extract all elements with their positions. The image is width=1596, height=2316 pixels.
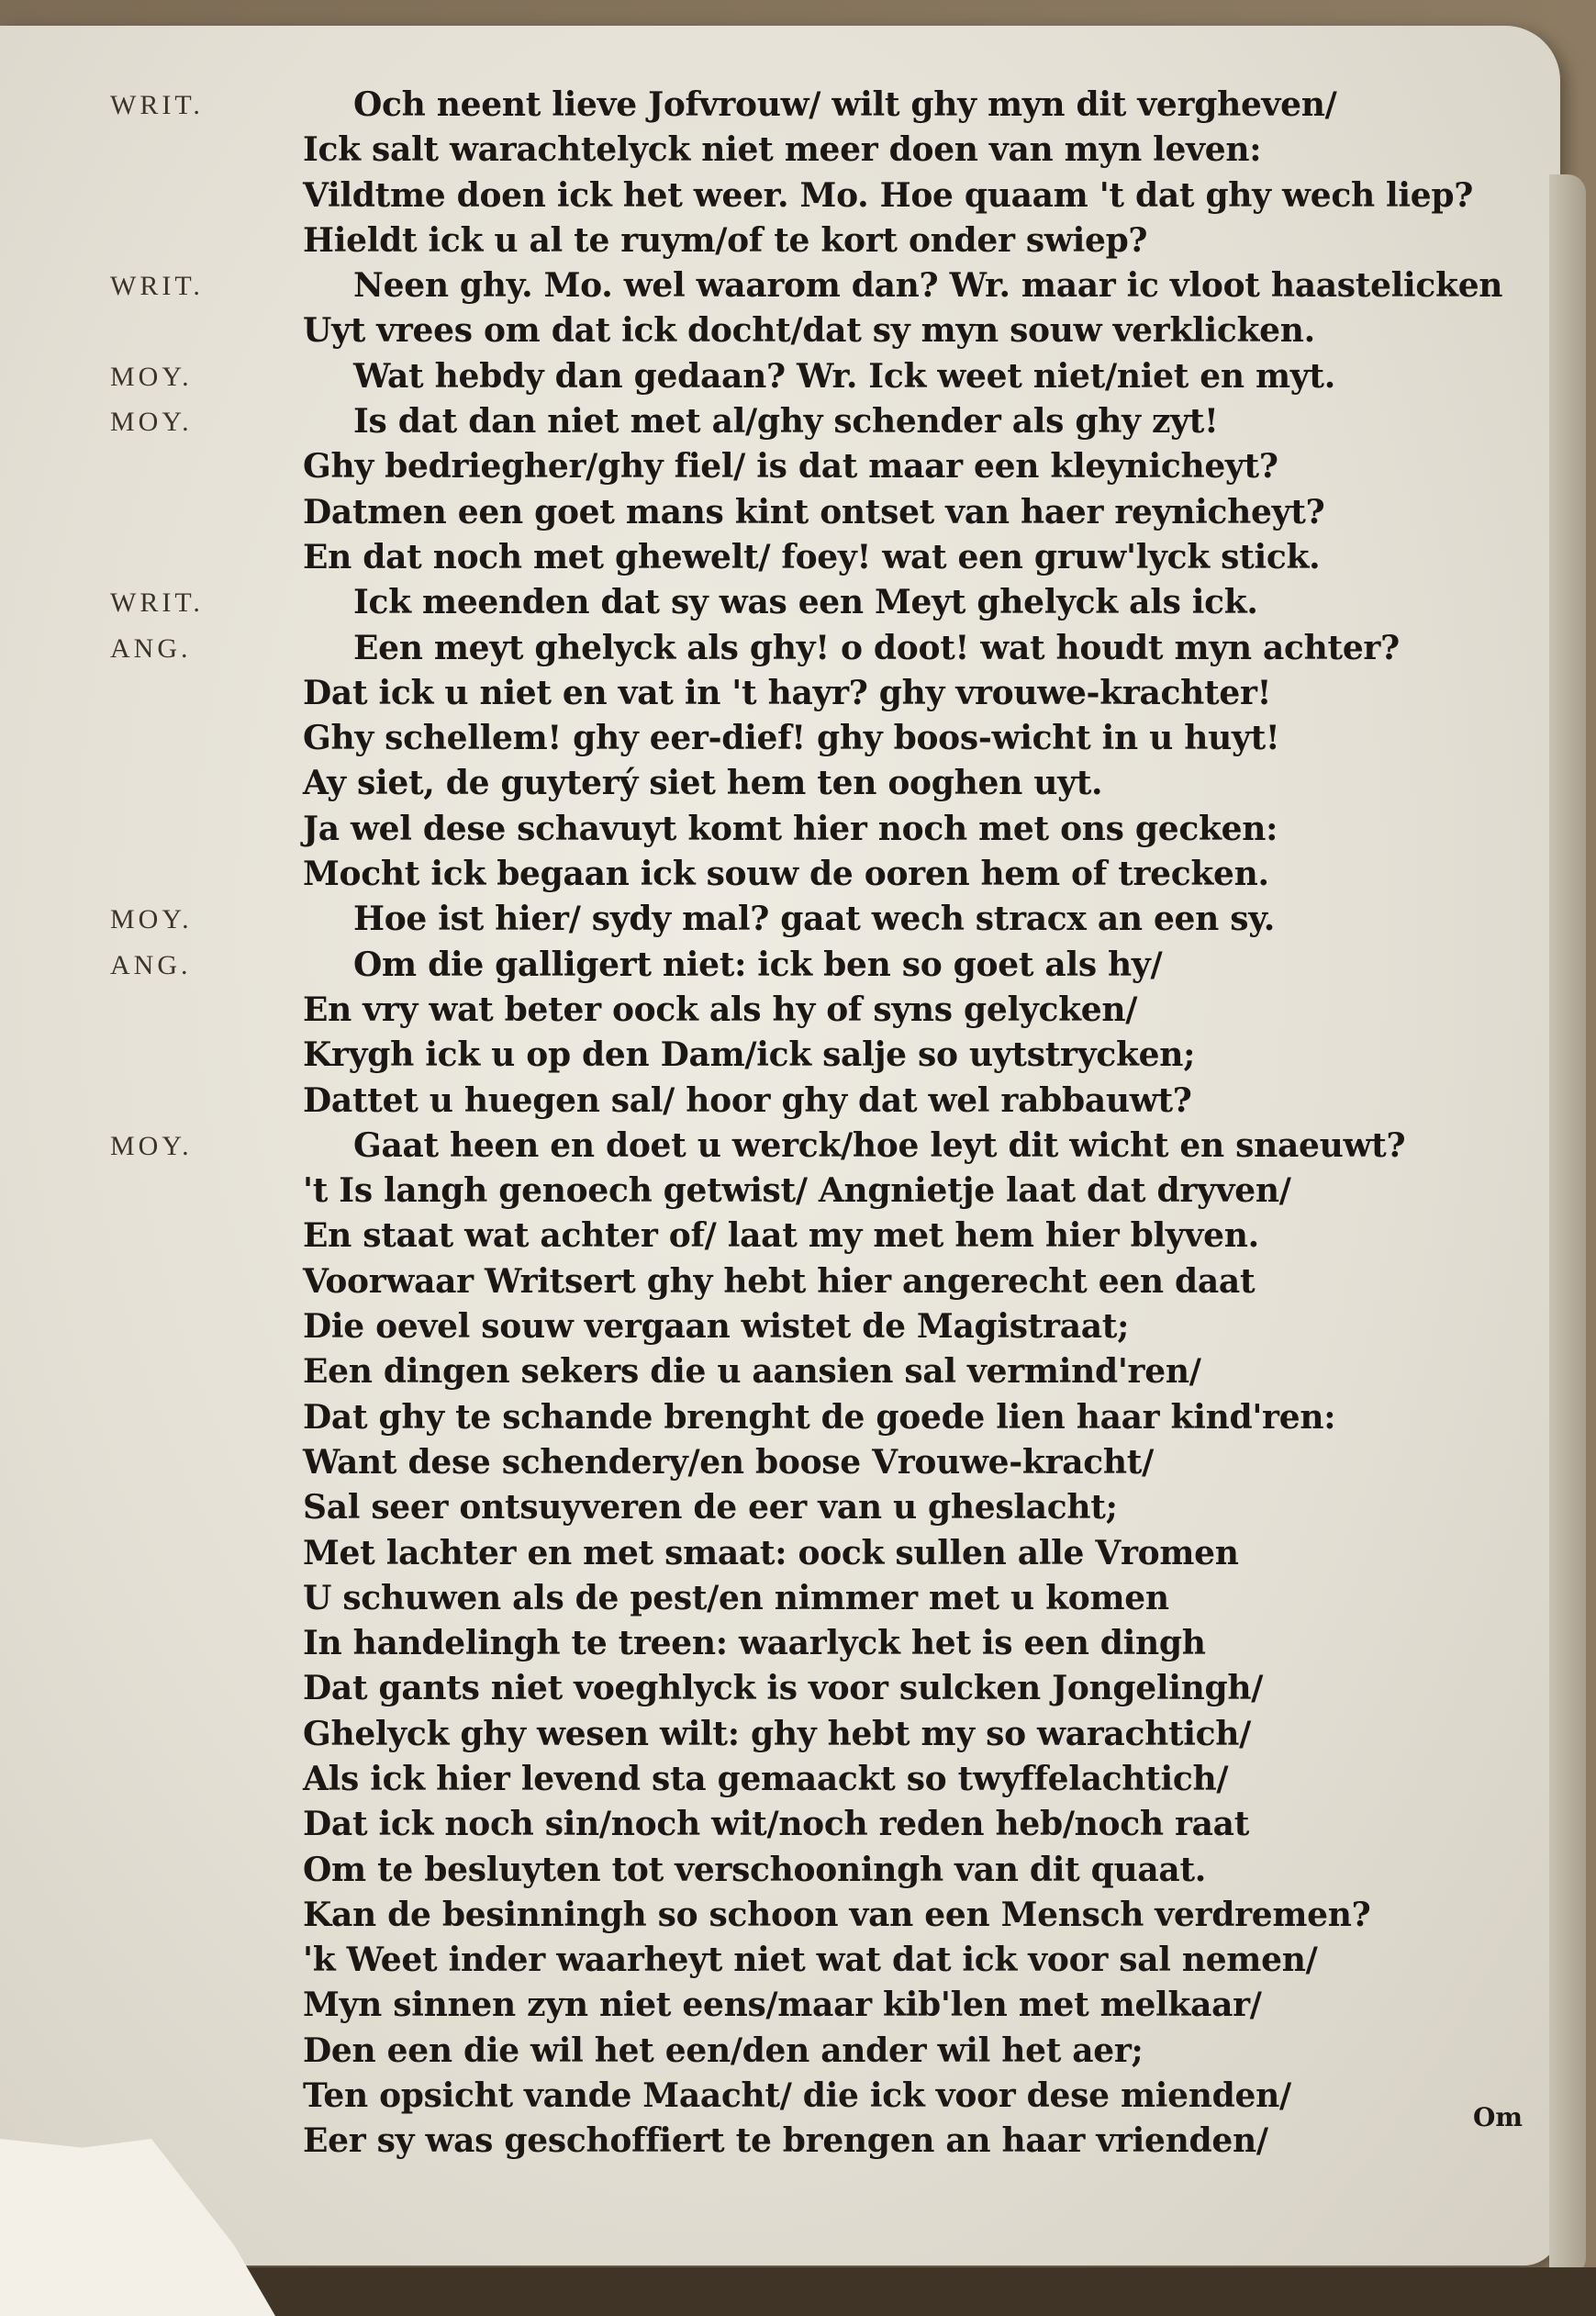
verse-text: Ghy bedriegher/ghy fiel/ is dat maar een kleynicheyt? [303,447,1278,487]
play-text [110,83,1542,2165]
verse-text: Als ick hier levend sta gemaackt so twyffelachtich/ [303,1759,1229,1798]
verse-line [110,2119,1542,2164]
verse-text: Ick meenden dat sy was een Meyt ghelyck als ick. [353,583,1258,622]
verse-text: Myn sinnen zyn niet eens/maar kib'len met melkaar/ [303,1986,1262,2025]
speaker-label: WRIT. [110,587,204,619]
verse-line [110,399,1542,444]
verse-line [110,1304,1542,1349]
speaker-label: WRIT. [110,90,204,120]
verse-line [110,1079,1542,1124]
verse-text: Die oevel souw vergaan wistet de Magistraat; [303,1307,1130,1347]
verse-text: Ten opsicht vande Maacht/ die ick voor dese mienden/ [303,2076,1291,2116]
verse-line [110,1033,1542,1078]
verse-text: Ghelyck ghy wesen wilt: ghy hebt my so warachtich/ [303,1714,1251,1753]
verse-line [110,354,1542,399]
speaker-label: MOY. [110,1130,193,1161]
verse-line [110,626,1542,671]
verse-text: Wat hebdy dan gedaan? Wr. Ick weet niet/niet en myt. [353,356,1335,396]
verse-line [110,173,1542,218]
verse-text: Krygh ick u op den Dam/ick salje so uytstrycken; [303,1035,1196,1075]
verse-line [110,988,1542,1033]
verse-text: Om die galligert niet: ick ben so goet als hy/ [353,945,1163,984]
verse-text: Datmen een goet mans kint ontset van haer reynicheyt? [303,492,1325,531]
verse-line [110,761,1542,806]
verse-text: Neen ghy. Mo. wel waarom dan? Wr. maar ic vloot haastelicken [353,266,1503,306]
verse-text: En dat noch met ghewelt/ foey! wat een gruw'lyck stick. [303,537,1321,576]
verse-line [110,1802,1542,1847]
verse-line [110,897,1542,942]
verse-line [110,1621,1542,1666]
verse-line [110,852,1542,897]
verse-line [110,1983,1542,2028]
verse-line [110,128,1542,173]
page-edge [1549,174,1586,2277]
verse-line [110,807,1542,852]
verse-line [110,1848,1542,1893]
verse-text: Dattet u huegen sal/ hoor ghy dat wel rabbauwt? [303,1080,1192,1120]
verse-text: Dat ick noch sin/noch wit/noch reden heb/noch raat [303,1805,1250,1844]
verse-line [110,263,1542,308]
verse-text: Och neent lieve Jofvrouw/ wilt ghy myn dit vergheven/ [353,85,1337,124]
speaker-label: ANG. [110,949,192,980]
verse-text: Ay siet, de guyterý siet hem ten ooghen uyt. [303,764,1103,803]
verse-line [110,1757,1542,1802]
verse-line [110,716,1542,761]
verse-line [110,1395,1542,1440]
verse-line [110,943,1542,988]
verse-text: Voorwaar Writsert ghy hebt hier angerecht een daat [303,1261,1256,1301]
verse-text: U schuwen als de pest/en nimmer met u komen [303,1578,1169,1617]
verse-line [110,490,1542,535]
verse-text: Want dese schendery/en boose Vrouwe-kracht/ [303,1442,1154,1482]
verse-line [110,1259,1542,1304]
verse-text: Mocht ick begaan ick souw de ooren hem of trecken. [303,855,1269,894]
verse-text: Hieldt ick u al te ruym/of te kort onder swiep? [303,220,1148,260]
verse-line [110,580,1542,625]
verse-text: Ja wel dese schavuyt komt hier noch met ons gecken: [303,809,1278,848]
verse-text: Vildtme doen ick het weer. Mo. Hoe quaam 't dat ghy wech liep? [303,175,1474,215]
verse-text: Dat ick u niet en vat in 't hayr? ghy vrouwe-krachter! [303,673,1272,712]
verse-text: Kan de besinningh so schoon van een Mensch verdremen? [303,1895,1371,1934]
verse-line [110,535,1542,580]
verse-text: Ghy schellem! ghy eer-dief! ghy boos-wicht in u huyt! [303,719,1280,758]
verse-text: Ick salt warachtelyck niet meer doen van myn leven: [303,130,1262,170]
verse-text: In handelingh te treen: waarlyck het is een dingh [303,1624,1206,1663]
verse-text: Dat ghy te schande brenght de goede lien haar kind'ren: [303,1397,1336,1437]
verse-line [110,1712,1542,1757]
verse-text: Eer sy was geschoffiert te brengen an haar vrienden/ [303,2121,1268,2161]
verse-line [110,2074,1542,2119]
verse-line [110,2029,1542,2074]
verse-line [110,1124,1542,1169]
verse-text: Uyt vrees om dat ick docht/dat sy myn souw verklicken. [303,311,1315,351]
verse-line [110,1485,1542,1530]
speaker-label: MOY. [110,361,193,392]
verse-text: Om te besluyten tot verschooningh van dit quaat. [303,1850,1207,1889]
verse-text: Sal seer ontsuyveren de eer van u gheslacht; [303,1488,1118,1527]
speaker-label: ANG. [110,632,192,664]
speaker-label: MOY. [110,407,193,438]
verse-text: 't Is langh genoech getwist/ Angnietje laat dat dryven/ [303,1171,1291,1211]
verse-line [110,1214,1542,1259]
verse-text: En vry wat beter oock als hy of syns gelycken/ [303,990,1138,1029]
catchword: Om [1473,2102,1523,2132]
verse-line [110,671,1542,716]
verse-line [110,1169,1542,1214]
verse-line [110,1440,1542,1485]
verse-line [110,1349,1542,1394]
verse-line [110,444,1542,489]
verse-text: Hoe ist hier/ sydy mal? gaat wech stracx an een sy. [353,900,1275,939]
verse-text: Gaat heen en doet u werck/hoe leyt dit wicht en snaeuwt? [353,1125,1406,1165]
verse-text: Is dat dan niet met al/ghy schender als ghy zyt! [353,402,1219,442]
verse-text: Een meyt ghelyck als ghy! o doot! wat houdt myn achter? [353,628,1400,667]
verse-text: Met lachter en met smaat: oock sullen alle Vromen [303,1533,1239,1572]
speaker-label: WRIT. [110,271,204,302]
verse-line [110,1576,1542,1621]
verse-line [110,83,1542,128]
verse-line [110,218,1542,263]
verse-text: Dat gants niet voeghlyck is voor sulcken Jongelingh/ [303,1669,1264,1708]
verse-line [110,1666,1542,1711]
verse-line [110,308,1542,353]
verse-text: Den een die wil het een/den ander wil het aer; [303,2031,1144,2070]
verse-line [110,1938,1542,1983]
verse-line [110,1531,1542,1576]
verse-text: 'k Weet inder waarheyt niet wat dat ick voor sal nemen/ [303,1941,1318,1980]
verse-line [110,1893,1542,1938]
verse-text: En staat wat achter of/ laat my met hem hier blyven. [303,1216,1259,1256]
speaker-label: MOY. [110,904,193,935]
verse-text: Een dingen sekers die u aansien sal vermind'ren/ [303,1352,1201,1392]
